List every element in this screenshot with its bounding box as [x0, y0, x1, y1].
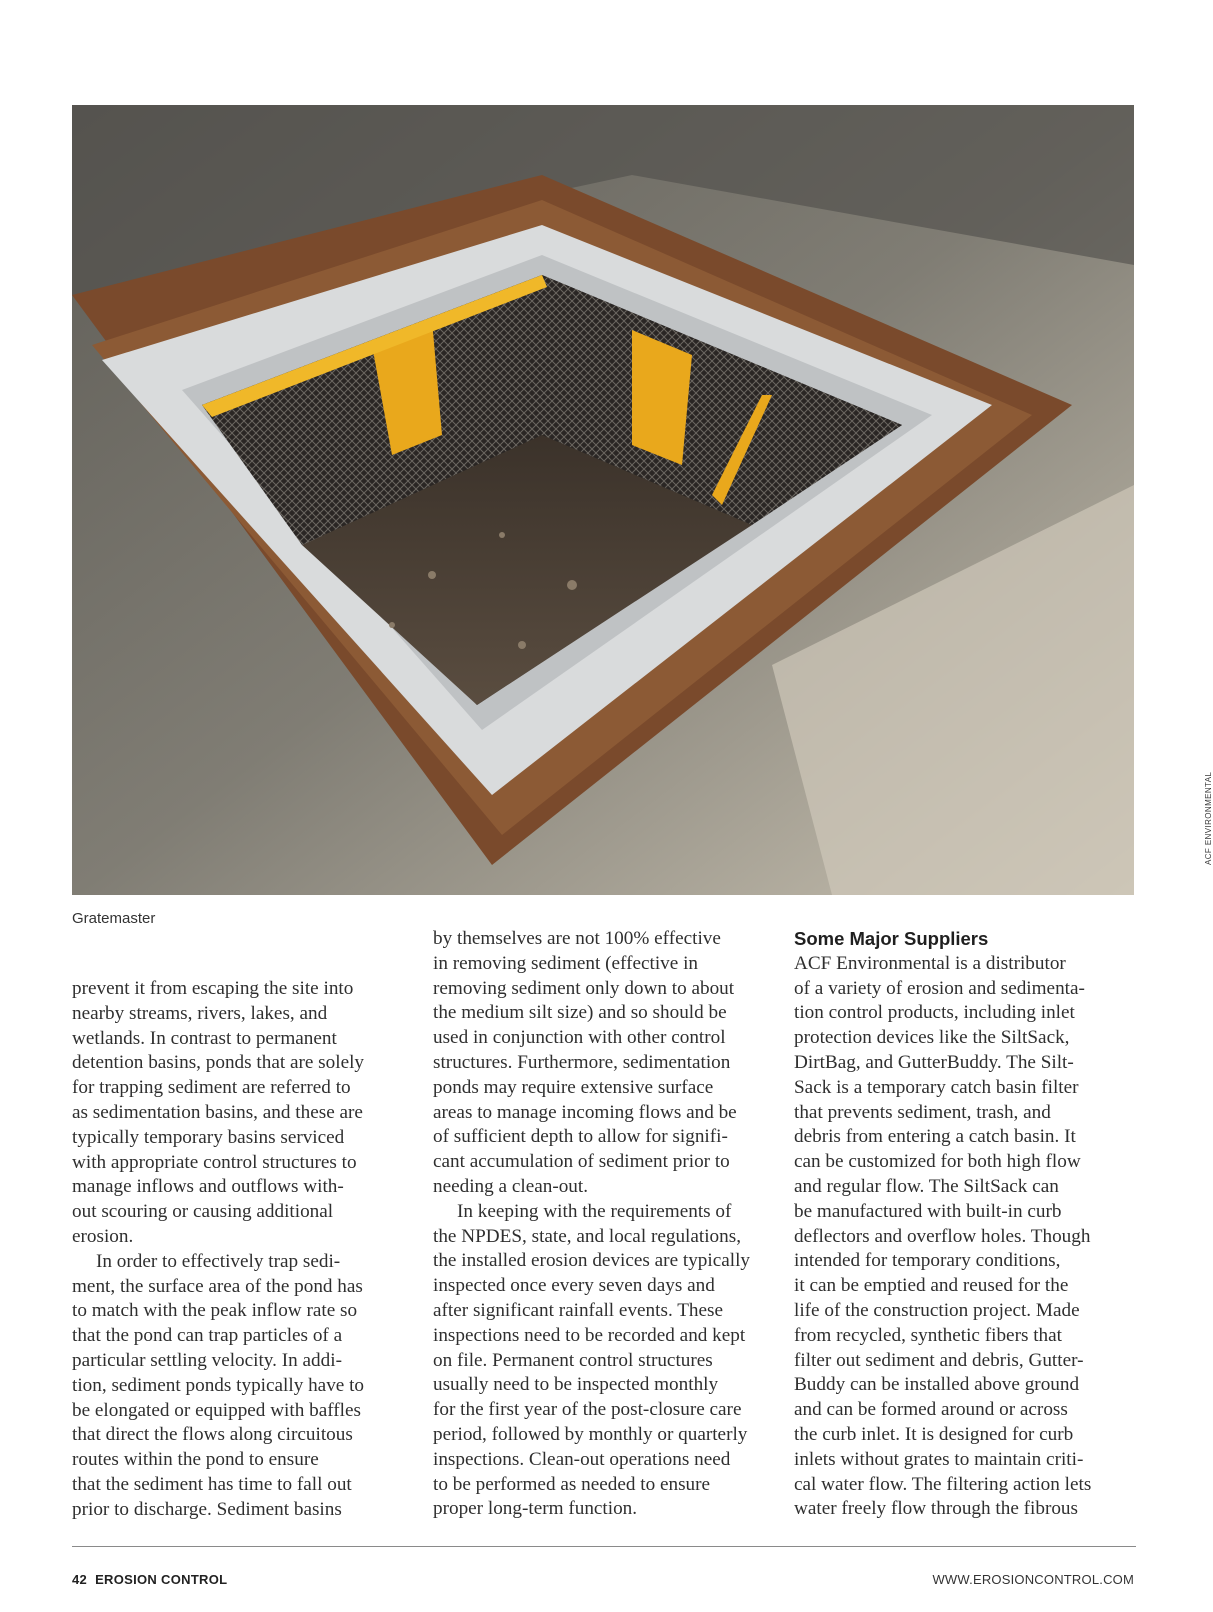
gratemaster-photo: [72, 105, 1213, 895]
paragraph: ACF Environmental is a distributor of a variety of erosion and sedimenta- tion control products, including inlet protection devices like the SiltSack, DirtBag, and GutterBuddy. The Silt- Sack is a temporary catch basin filter that prevents sediment, trash, and debris from entering a catch basin. It can be customized for both high flow and regular flow. The SiltSack can be manufactured with built-in curb deflectors and overflow holes. Though intended for temporary conditions, it can be emptied and reused for the life of the construction project. Made from recycled, synthetic fibers that filter out sediment and debris, Gutter- Buddy can be installed above ground and can be formed around or across the curb inlet. It is designed for curb inlets without grates to maintain criti- cal water flow. The filtering action lets water freely flow through the fibrous: [794, 952, 1092, 1520]
paragraph: by themselves are not 100% effective in removing sediment (effective in removing sediment only down to about the medium silt size) and so should be used in conjunction with other control structures. Furthermore, sedimentation ponds may require extensive surface areas to manage incoming flows and be of sufficient depth to allow for signifi- cant accumulation of sediment prior to needing a clean-out.: [433, 928, 737, 1197]
section-heading: Some Major Suppliers: [794, 928, 989, 949]
article-column-3: [794, 927, 1134, 1522]
article-column-2: [433, 927, 773, 1522]
footer-folio: [72, 1572, 227, 1587]
catch-basin-illustration: [72, 105, 1134, 895]
page-number: 42: [72, 1572, 88, 1587]
website-link[interactable]: WWW.EROSIONCONTROL.COM: [932, 1572, 1134, 1587]
footer-divider: [72, 1546, 1136, 1547]
paragraph: In order to effectively trap sedi- ment, the surface area of the pond has to match with the peak inflow rate so that the pond can trap particles of a particular settling velocity. In addi- tion, sediment ponds typically have to be elongated or equipped with baffles that direct the flows along circuitous routes within the pond to ensure that the sediment has time to fall out prior to discharge. Sediment basins: [72, 1250, 365, 1520]
paragraph: In keeping with the requirements of the NPDES, state, and local regulations, the installed erosion devices are typically inspected once every seven days and after significant rainfall events. These inspections need to be recorded and kept on file. Permanent control structures usually need to be inspected monthly for the first year of the post-closure care period, followed by monthly or quarterly inspections. Clean-out operations need to be performed as needed to ensure proper long-term function.: [433, 1200, 751, 1520]
publication-name: EROSION CONTROL: [95, 1572, 228, 1587]
article-column-1: [72, 977, 412, 1523]
photo-caption: Gratemaster: [72, 910, 156, 927]
paragraph: prevent it from escaping the site into nearby streams, rivers, lakes, and wetlands. In contrast to permanent detention basins, ponds that are solely for trapping sediment are referred to as sedimentation basins, and these are typically temporary basins serviced with appropriate control structures to manage inflows and outflows with- out scouring or causing additional erosion.: [72, 978, 365, 1247]
photo-credit: ACF ENVIRONMENTAL: [1204, 771, 1213, 865]
